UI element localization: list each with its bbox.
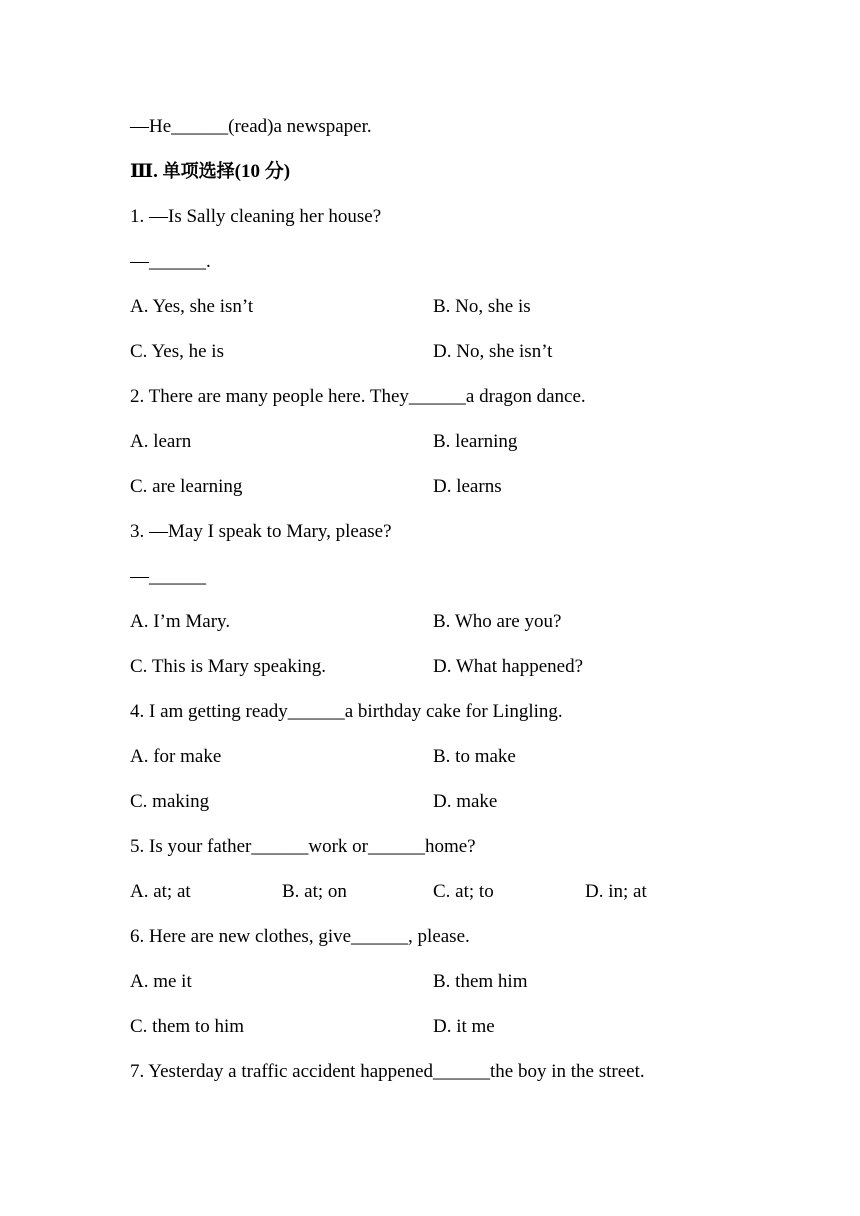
question-1-option-b: B. No, she is [433,296,531,317]
question-2-stem: 2. There are many people here. They______a dragon dance. [130,386,586,407]
question-6-option-a: A. me it [130,971,192,992]
question-6-option-c: C. them to him [130,1016,244,1037]
question-5-option-c: C. at; to [433,881,494,902]
question-3-option-d: D. What happened? [433,656,584,677]
question-4-stem: 4. I am getting ready______a birthday cake for Lingling. [130,701,563,722]
question-7-stem: 7. Yesterday a traffic accident happened______the boy in the street. [130,1061,645,1082]
question-2-option-a: A. learn [130,431,192,452]
question-3-option-c: C. This is Mary speaking. [130,656,326,677]
section-score: (10 分) [234,161,291,182]
question-5-option-d: D. in; at [585,881,647,902]
question-4-option-d: D. make [433,791,498,812]
question-1-option-c: C. Yes, he is [130,341,224,362]
question-1-option-a: A. Yes, she isn’t [130,296,254,317]
question-1-stem: 1. —Is Sally cleaning her house? [130,206,382,227]
question-5-option-a: A. at; at [130,881,191,902]
section-numeral: Ⅲ. [130,161,163,182]
question-4-option-b: B. to make [433,746,516,767]
question-4-option-c: C. making [130,791,210,812]
question-5-stem: 5. Is your father______work or______home? [130,836,476,857]
question-2-option-c: C. are learning [130,476,243,497]
question-1-answer-line: —______. [130,251,211,272]
question-6-option-d: D. it me [433,1016,495,1037]
question-6-stem: 6. Here are new clothes, give______, please. [130,926,470,947]
section-heading [130,160,290,184]
question-3-stem: 3. —May I speak to Mary, please? [130,521,392,542]
question-3-answer-line: —______ [130,566,206,587]
section-title: 单项选择 [162,161,235,182]
question-4-option-a: A. for make [130,746,222,767]
question-2-option-d: D. learns [433,476,502,497]
question-6-option-b: B. them him [433,971,528,992]
question-2-option-b: B. learning [433,431,518,452]
previous-question-answer-line: —He______(read)a newspaper. [130,116,372,137]
question-5-option-b: B. at; on [282,881,347,902]
question-3-option-a: A. I’m Mary. [130,611,231,632]
question-3-option-b: B. Who are you? [433,611,562,632]
question-1-option-d: D. No, she isn’t [433,341,553,362]
